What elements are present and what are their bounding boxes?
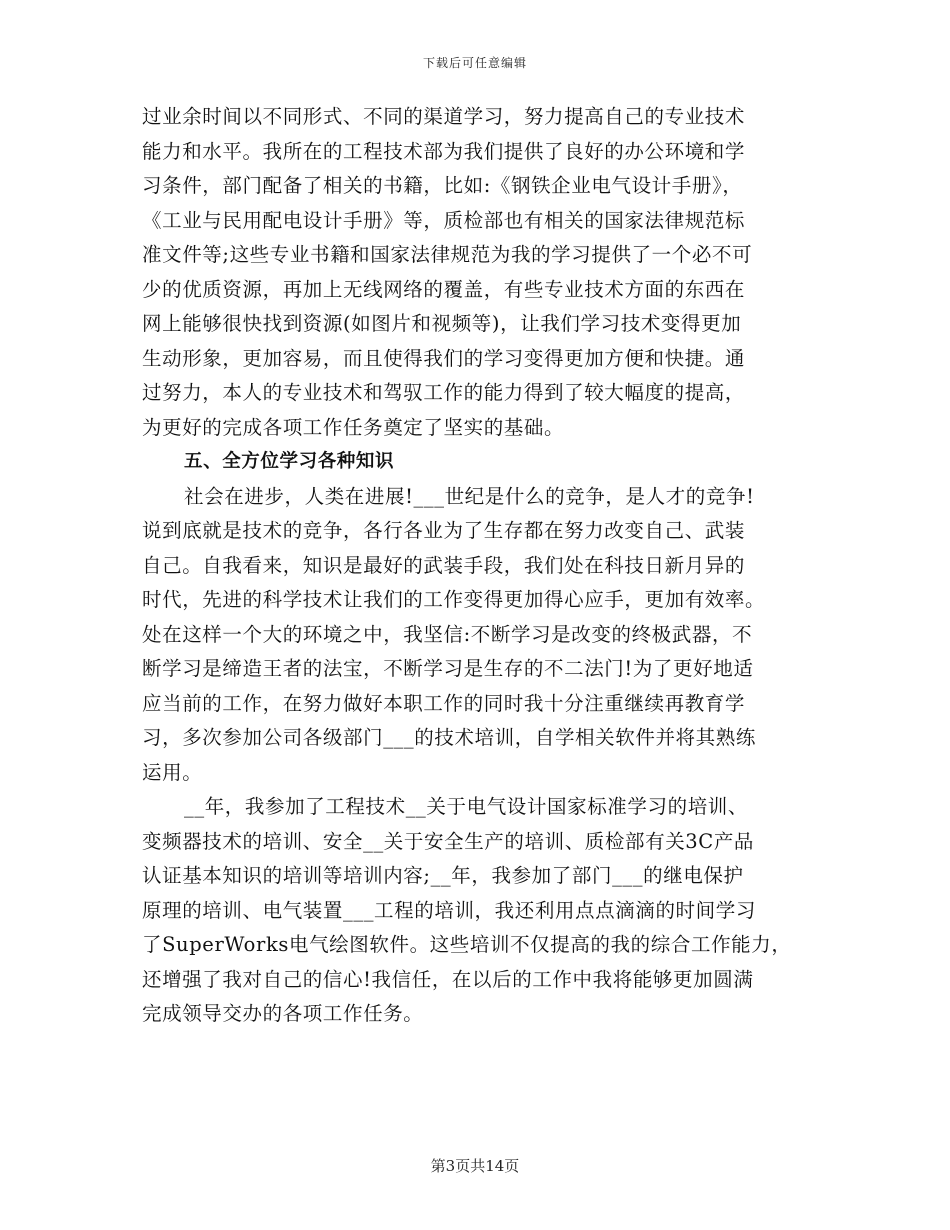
paragraph-2-line: 运用。 (142, 760, 203, 784)
section-heading: 五、全方位学习各种知识 (184, 451, 395, 472)
paragraph-2-line: 应当前的工作，在努力做好本职工作的同时我十分注重继续再教育学 (142, 691, 746, 715)
paragraph-3-line: 还增强了我对自己的信心!我信任，在以后的工作中我将能够更加圆满 (142, 967, 754, 991)
paragraph-3-line: __年，我参加了工程技术__关于电气设计国家标准学习的培训、 (184, 795, 749, 818)
paragraph-1-line: 少的优质资源，再加上无线网络的覆盖，有些专业技术方面的东西在 (142, 277, 746, 301)
paragraph-1-line: 《工业与民用配电设计手册》等，质检部也有相关的国家法律规范标 (142, 208, 746, 232)
document-body (142, 100, 812, 1032)
paragraph-3-line: 原理的培训、电气装置___工程的培训，我还利用点点滴滴的时间学习 (142, 898, 756, 922)
page-number: 第3页共14页 (430, 1157, 520, 1175)
paragraph-2-line: 处在这样一个大的环境之中，我坚信:不断学习是改变的终极武器，不 (142, 622, 753, 646)
paragraph-1-line: 准文件等;这些专业书籍和国家法律规范为我的学习提供了一个必不可 (142, 243, 753, 266)
paragraph-3-line: 完成领导交办的各项工作任务。 (142, 1002, 424, 1025)
paragraph-1-line: 过业余时间以不同形式、不同的渠道学习，努力提高自己的专业技术 (142, 105, 746, 128)
paragraph-1-line: 能力和水平。我所在的工程技术部为我们提供了良好的办公环境和学 (142, 139, 746, 163)
paragraph-1-line: 过努力，本人的专业技术和驾驭工作的能力得到了较大幅度的提高， (142, 381, 746, 404)
paragraph-1-line: 为更好的完成各项工作任务奠定了坚实的基础。 (142, 415, 565, 439)
paragraph-2-line: 习，多次参加公司各级部门___的技术培训，自学相关软件并将其熟练 (142, 726, 756, 749)
paragraph-2-line: 断学习是缔造王者的法宝，不断学习是生存的不二法门!为了更好地适 (142, 657, 754, 680)
paragraph-3-line: 了SuperWorks电气绘图软件。这些培训不仅提高的我的综合工作能力， (142, 933, 792, 956)
paragraph-1-line: 习条件，部门配备了相关的书籍，比如:《钢铁企业电气设计手册》， (142, 174, 743, 197)
paragraph-1-line: 网上能够很快找到资源(如图片和视频等)，让我们学习技术变得更加 (142, 312, 742, 335)
paragraph-2-line: 说到底就是技术的竞争，各行各业为了生存都在努力改变自己、武装 (142, 519, 746, 542)
paragraph-3-line: 认证基本知识的培训等培训内容;__年，我参加了部门___的继电保护 (142, 864, 744, 887)
paragraph-3-line: 变频器技术的培训、安全__关于安全生产的培训、质检部有关3C产品 (142, 829, 755, 853)
paragraph-2-line: 时代，先进的科学技术让我们的工作变得更加得心应手，更加有效率。 (142, 588, 766, 611)
paragraph-2-line: 社会在进步，人类在进展!___世纪是什么的竞争，是人才的竞争! (184, 484, 755, 508)
paragraph-1-line: 生动形象，更加容易，而且使得我们的学习变得更加方便和快捷。通 (142, 346, 746, 370)
page-header: 下载后可任意编辑 (422, 56, 527, 70)
paragraph-2-line: 自己。自我看来，知识是最好的武装手段，我们处在科技日新月异的 (142, 553, 746, 577)
